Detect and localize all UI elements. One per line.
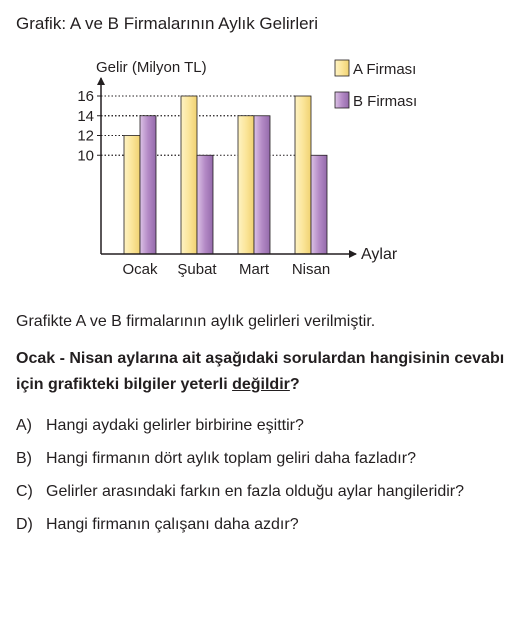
x-category-label: Ocak	[122, 261, 158, 278]
option-text: Hangi firmanın çalışanı daha azdır?	[46, 516, 299, 533]
x-category-label: Mart	[239, 261, 269, 278]
option-text: Hangi firmanın dört aylık toplam geliri daha fazladır?	[46, 450, 416, 467]
bar-b-0	[140, 116, 156, 254]
x-axis-label: Aylar	[361, 246, 398, 263]
answer-options	[16, 413, 512, 545]
bar-a-1	[181, 96, 197, 254]
question-emphasis: değildir	[232, 376, 290, 393]
y-tick-label: 16	[77, 88, 94, 105]
legend-swatch	[335, 60, 349, 76]
bar-a-3	[295, 96, 311, 254]
bar-chart	[0, 40, 523, 285]
option-letter: A)	[16, 417, 32, 434]
option-text: Gelirler arasındaki farkın en fazla olduğu aylar hangileridir?	[46, 483, 464, 500]
question-text	[16, 346, 512, 398]
option-letter: C)	[16, 483, 33, 500]
option-letter: B)	[16, 450, 32, 467]
y-tick-label: 10	[77, 147, 94, 165]
legend-label: A Firması	[353, 61, 417, 78]
y-axis-label: Gelir (Milyon TL)	[96, 59, 207, 76]
option-b[interactable]	[16, 446, 512, 471]
intro-text: Grafikte A ve B firmalarının aylık gelirleri verilmiştir.	[16, 313, 376, 330]
bar-a-2	[238, 116, 254, 254]
bar-b-3	[311, 155, 327, 254]
bar-b-1	[197, 155, 213, 254]
graph-title: Grafik: A ve B Firmalarının Aylık Gelirleri	[16, 14, 318, 33]
option-letter: D)	[16, 516, 33, 533]
option-c[interactable]	[16, 479, 512, 504]
bar-a-0	[124, 136, 140, 255]
option-text: Hangi aydaki gelirler birbirine eşittir?	[46, 417, 304, 434]
bar-b-2	[254, 116, 270, 254]
option-a[interactable]	[16, 413, 512, 438]
legend-swatch	[335, 92, 349, 108]
legend-label: B Firması	[353, 93, 418, 110]
legend	[335, 60, 417, 110]
option-d[interactable]	[16, 512, 512, 537]
question-main: Ocak - Nisan aylarına ait aşağıdaki sorulardan hangisinin cevabı için grafikteki bilgiler yeterli	[16, 350, 505, 393]
y-tick-label: 12	[77, 127, 94, 145]
y-tick-label: 14	[77, 107, 94, 125]
x-category-label: Nisan	[291, 261, 331, 278]
question-mark: ?	[289, 376, 300, 393]
x-category-label: Şubat	[177, 261, 217, 278]
